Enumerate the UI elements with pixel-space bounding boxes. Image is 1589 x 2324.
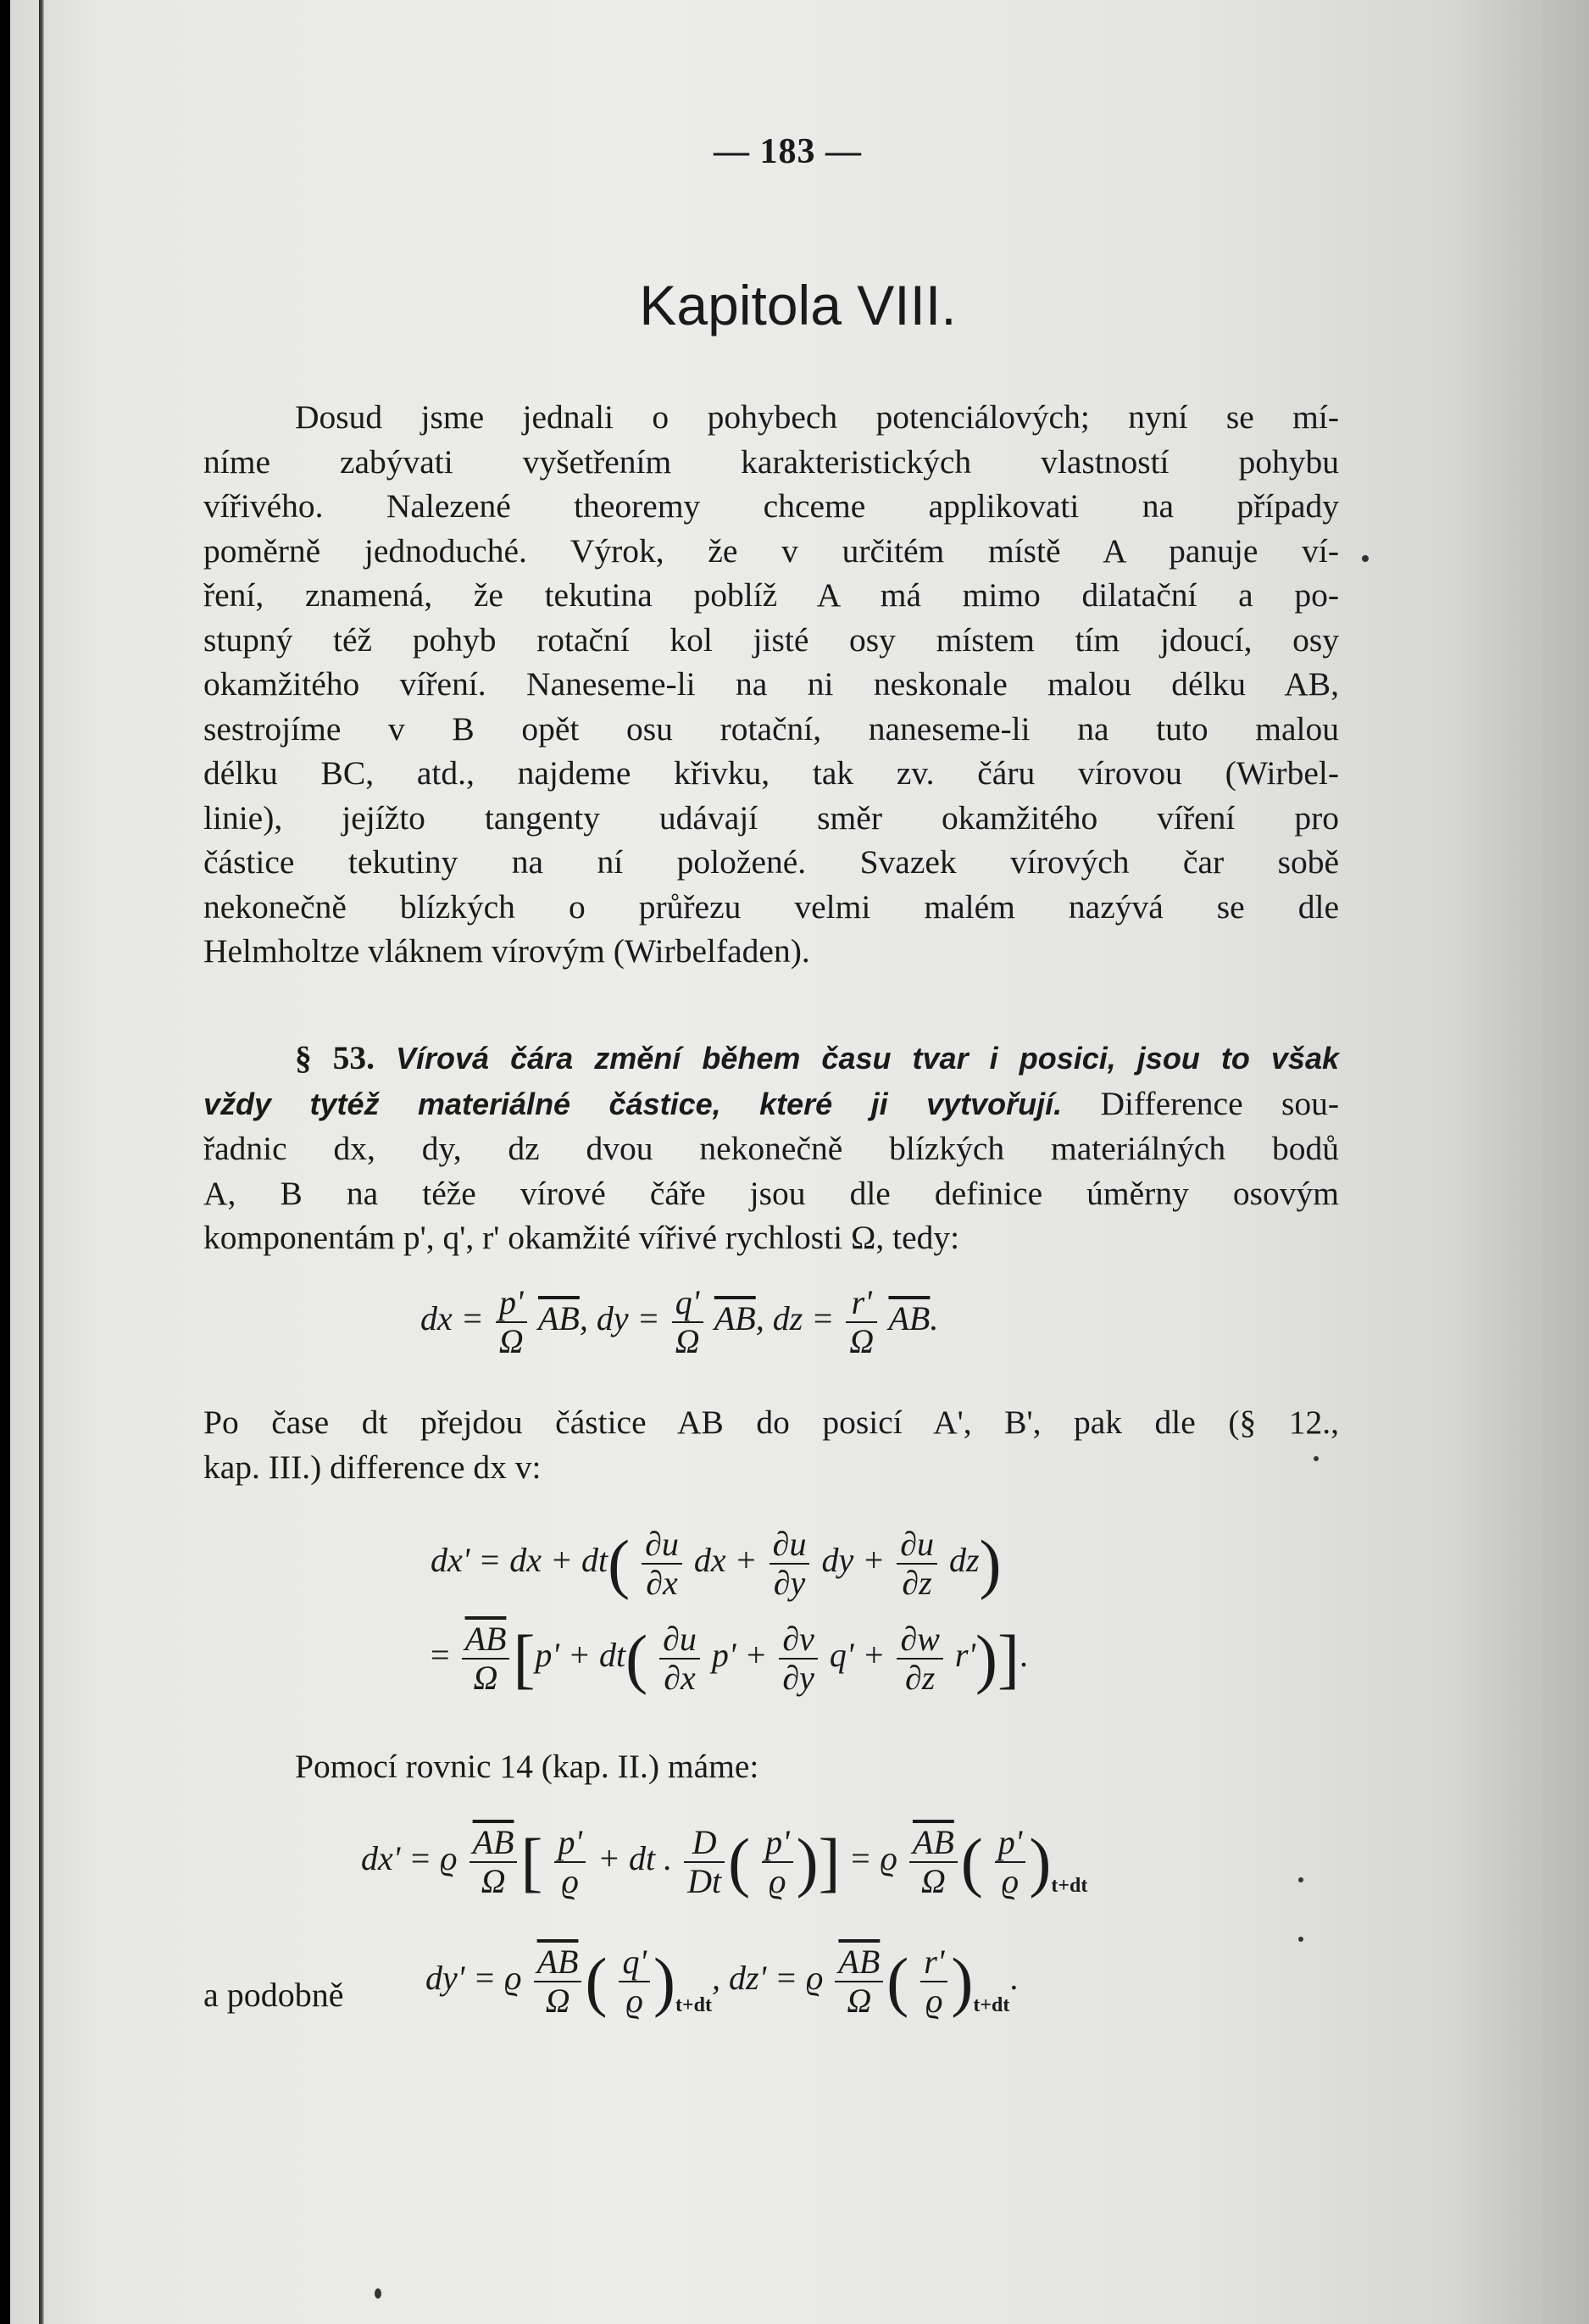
text-fragment: Difference sou- — [1062, 1084, 1339, 1122]
text-line: Pomocí rovnic 14 (kap. II.) máme: — [295, 1748, 759, 1785]
fraction: $\frac{\partial u}{\partial x}$ — [659, 1621, 700, 1697]
fraction: $\frac{r'}{ϱ}$ — [920, 1943, 947, 2020]
eq-term: p' + dt — [535, 1636, 626, 1675]
section-heading-line — [203, 1036, 1339, 1081]
fraction: $\frac{\partial u}{\partial x}$ — [642, 1526, 682, 1602]
eq-term: dx = — [420, 1299, 484, 1338]
eq-term: q' + — [829, 1636, 886, 1675]
page-number: — 183 — — [714, 132, 862, 171]
scanned-page — [10, 0, 1589, 2324]
eq-term: + dt . — [597, 1839, 673, 1878]
text-line: poměrně jednoduché. Výrok, že v určitém místě A panuje ví- — [203, 531, 1339, 570]
fraction: $\frac{\partial u}{\partial y}$ — [769, 1526, 810, 1602]
text-line: stupný též pohyb rotační kol jisté osy místem tím jdoucí, osy — [203, 620, 1339, 659]
paragraph-3 — [203, 1744, 1339, 1789]
eq-term: = — [431, 1636, 450, 1675]
text-line: délku BC, atd., najdeme křivku, tak zv. čáru vírovou (Wirbel- — [203, 754, 1339, 792]
text-line: vířivého. Nalezené theoremy chceme applikovati na případy — [203, 487, 1339, 525]
text-line: částice tekutiny na ní položené. Svazek vírových čar sobě — [203, 843, 1339, 881]
equation-3: = $\frac{\overline{AB}}{\Omega}$ [p' + dt( $\frac{\partial u}{\partial x}$ p' + $\frac{\partial v}{\partial y}$ q' + $\frac{\partial w}{\partial z}$ r')]. — [431, 1620, 1028, 1697]
text-line: A, B na téže vírové čáře jsou dle definice úměrny osovým — [203, 1174, 1339, 1212]
section-heading: vždy tytéž materiálné částice, které ji vytvořují. — [203, 1086, 1063, 1121]
eq-term: $\overline{AB}$ — [714, 1299, 756, 1338]
speck — [1298, 1937, 1303, 1942]
fraction: $\frac{D}{Dt}$ — [684, 1824, 725, 1900]
fraction: $\frac{q'}{ϱ}$ — [619, 1943, 650, 2020]
fraction: $\frac{\overline{AB}}{\Omega}$ — [534, 1943, 582, 2020]
fraction: $\frac{\overline{AB}}{\Omega}$ — [469, 1824, 518, 1900]
eq-term: . — [1020, 1636, 1028, 1675]
page-shadow — [1453, 0, 1589, 2324]
speck — [1298, 1877, 1303, 1882]
eq-term: , dz = — [755, 1299, 835, 1338]
eq-term: dz — [948, 1541, 980, 1580]
fraction: $\frac{p'}{ϱ}$ — [762, 1824, 793, 1900]
text-line: linie), jejížto tangenty udávají směr okamžitého víření pro — [203, 798, 1339, 837]
eq-term: dx' = ϱ — [361, 1839, 458, 1878]
eq-term: $\overline{AB}$ — [888, 1299, 931, 1338]
text-line: řadnic dx, dy, dz dvou nekonečně blízkých materiálných bodů — [203, 1130, 1339, 1167]
speck — [1362, 555, 1369, 562]
eq-term: dx' = dx + dt — [431, 1541, 608, 1580]
fraction: $\frac{\overline{AB}}{\Omega}$ — [835, 1943, 883, 2020]
equation-1 — [420, 1284, 938, 1360]
section-number: § 53. — [295, 1039, 375, 1076]
eq-term: , dy = — [579, 1299, 660, 1338]
section-heading-line — [203, 1081, 1339, 1127]
text-line: níme zabývati vyšetřením karakteristických vlastností pohybu — [203, 442, 1339, 481]
eq-term: dx + — [693, 1541, 758, 1580]
fraction: $\frac{p'}{ϱ}$ — [995, 1824, 1026, 1900]
text-line: komponentám p', q', r' okamžité vířivé rychlosti Ω, tedy: — [203, 1219, 960, 1256]
eq-term: dy + — [821, 1541, 886, 1580]
text-line: ření, znamená, že tekutina poblíž A má mimo dilatační a po- — [203, 576, 1339, 614]
eq-term: . — [930, 1299, 939, 1338]
eq-term: = ϱ — [848, 1839, 897, 1878]
text-line: Dosud jsme jednali o pohybech potenciálových; nyní se mí- — [295, 398, 1339, 436]
subscript: t+dt — [675, 1994, 713, 2017]
section-53 — [203, 1036, 1339, 1260]
text-fragment: a podobně — [203, 1976, 344, 2014]
text-line: sestrojíme v B opět osu rotační, naneseme-li na tuto malou — [203, 709, 1339, 748]
fraction: $\frac{\partial v}{\partial y}$ — [779, 1621, 818, 1697]
fraction: $\frac{p'}{\Omega}$ — [496, 1284, 527, 1360]
fraction: $\frac{\partial w}{\partial z}$ — [897, 1621, 942, 1697]
fraction: $\frac{\overline{AB}}{\Omega}$ — [462, 1621, 510, 1697]
fraction: $\frac{\partial u}{\partial z}$ — [897, 1526, 937, 1602]
section-heading: Vírová čára změní během času tvar i posici, jsou to však — [396, 1041, 1340, 1076]
text-line: kap. III.) difference dx v: — [203, 1448, 542, 1486]
eq-term: , dz' = ϱ — [712, 1959, 824, 1998]
speck — [375, 2288, 381, 2299]
chapter-title: Kapitola VIII. — [639, 274, 957, 336]
eq-term: r' — [954, 1636, 976, 1675]
paragraph-2 — [203, 1400, 1339, 1489]
subscript: t+dt — [1051, 1875, 1088, 1898]
equation-4: dx' = ϱ $\frac{\overline{AB}}{\Omega}$ [ $\frac{p'}{ϱ}$ + dt . $\frac{D}{Dt}$ ( $\frac{p'}{ϱ}$ )] = ϱ $\frac{\overline{AB}}{\Omega}$ ( $\frac{p'}{ϱ}$ )$_{t+dt}$ — [361, 1823, 1088, 1900]
subscript: t+dt — [973, 1994, 1010, 2017]
text-line: Po čase dt přejdou částice AB do posicí A', B', pak dle (§ 12., — [203, 1404, 1339, 1441]
fraction: $\frac{\overline{AB}}{\Omega}$ — [909, 1824, 958, 1900]
text-line: Helmholtze vláknem vírovým (Wirbelfaden). — [203, 932, 810, 970]
paragraph-intro — [203, 395, 1339, 974]
binding-edge — [39, 0, 44, 2324]
equation-5: dy' = ϱ $\frac{\overline{AB}}{\Omega}$ ( $\frac{q'}{ϱ}$ )$_{t+dt}$, dz' = ϱ $\frac{\overline{AB}}{\Omega}$ ( $\frac{r'}{ϱ}$ )$_{t+dt}$. — [425, 1943, 1019, 2020]
equation-2: dx' = dx + dt( $\frac{\partial u}{\partial x}$ dx + $\frac{\partial u}{\partial y}$ dy + $\frac{\partial u}{\partial z}$ dz) — [431, 1525, 1002, 1602]
fraction: $\frac{p'}{ϱ}$ — [554, 1824, 586, 1900]
fraction: $\frac{q'}{\Omega}$ — [672, 1284, 703, 1360]
eq-term: p' + — [711, 1636, 768, 1675]
eq-term: dy' = ϱ — [425, 1959, 522, 1998]
eq-term: $\overline{AB}$ — [537, 1299, 580, 1338]
eq-term: . — [1009, 1959, 1019, 1998]
text-line: okamžitého víření. Naneseme-li na ni neskonale malou délku AB, — [203, 665, 1339, 703]
text-line: nekonečně blízkých o průřezu velmi malém nazývá se dle — [203, 887, 1339, 926]
fraction: $\frac{r'}{\Omega}$ — [846, 1284, 877, 1360]
